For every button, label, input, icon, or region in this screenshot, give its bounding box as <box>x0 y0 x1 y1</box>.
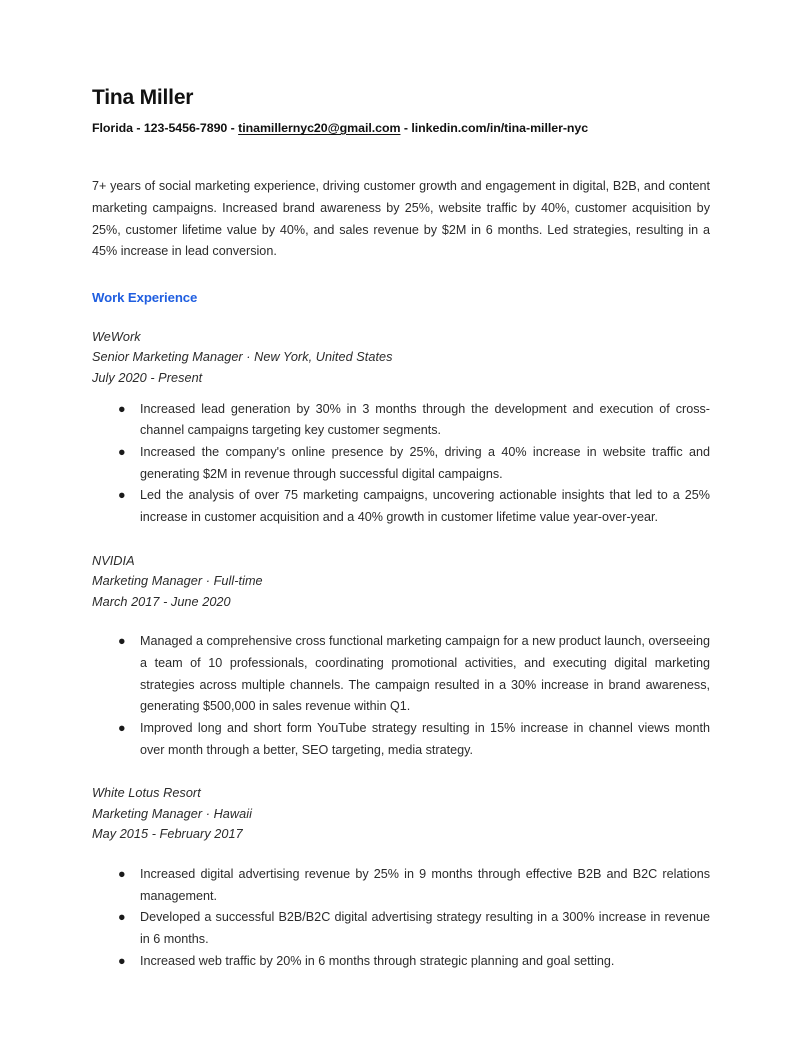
contact-line <box>92 120 710 136</box>
job-dates: March 2017 - June 2020 <box>92 594 231 609</box>
job-bullet-text: Increased lead generation by 30% in 3 months through the development and execution of cross-channel campaigns targeting key customer segments. <box>140 401 710 438</box>
job-bullet-list <box>92 399 710 529</box>
job-bullet-text: Increased digital advertising revenue by 25% in 9 months through effective B2B and B2C relations management. <box>140 866 710 903</box>
contact-location: Florida <box>92 121 133 136</box>
contact-separator-3: - <box>400 121 412 136</box>
job-bullet-list <box>92 631 710 761</box>
job-bullet-text: Managed a comprehensive cross functional marketing campaign for a new product launch, overseeing a team of 10 professionals, coordinating promotional activities, and executing digital marketing strategies across multiple channels. The campaign resulted in a 30% increase in brand awareness, generating $500,000 in sales revenue within Q1. <box>140 634 710 714</box>
job-bullet-list <box>92 864 710 972</box>
job-bullet-text: Increased web traffic by 20% in 6 months through strategic planning and goal setting. <box>140 953 615 968</box>
job-bullet-text: Improved long and short form YouTube strategy resulting in 15% increase in channel views month over month through a better, SEO targeting, media strategy. <box>140 720 710 757</box>
contact-linkedin: linkedin.com/in/tina-miller-nyc <box>411 121 589 136</box>
bullet-icon: ● <box>118 488 126 503</box>
job-company: NVIDIA <box>92 553 135 568</box>
job-entry <box>92 783 710 972</box>
job-bullet <box>92 951 710 973</box>
job-bullet <box>92 718 710 761</box>
job-bullet <box>92 399 710 442</box>
job-role: Senior Marketing Manager · New York, United States <box>92 350 393 365</box>
bullet-icon: ● <box>118 910 126 925</box>
job-entry <box>92 327 710 529</box>
job-bullet-text: Increased the company's online presence by 25%, driving a 40% increase in website traffic and generating $2M in revenue through successful digital campaigns. <box>140 444 710 481</box>
bullet-icon: ● <box>118 720 126 735</box>
job-company: WeWork <box>92 329 141 344</box>
bullet-icon: ● <box>118 401 126 416</box>
job-bullet <box>92 485 710 528</box>
job-role: Marketing Manager · Full-time <box>92 574 263 589</box>
bullet-icon: ● <box>118 866 126 881</box>
job-company: White Lotus Resort <box>92 786 201 801</box>
bullet-icon: ● <box>118 444 126 459</box>
section-title-work-experience: Work Experience <box>92 289 198 305</box>
contact-separator-2: - <box>227 121 239 136</box>
contact-phone: 123-5456-7890 <box>143 121 228 136</box>
bullet-icon: ● <box>118 953 126 968</box>
job-role: Marketing Manager · Hawaii <box>92 806 252 821</box>
job-dates: July 2020 - Present <box>92 371 203 385</box>
job-dates: May 2015 - February 2017 <box>92 827 243 842</box>
resume-header <box>92 86 710 136</box>
resume-content <box>92 86 710 972</box>
candidate-name: Tina Miller <box>92 86 194 109</box>
job-bullet <box>92 631 710 718</box>
job-bullet <box>92 864 710 907</box>
job-bullet <box>92 442 710 485</box>
job-entry <box>92 551 710 762</box>
job-bullet-text: Led the analysis of over 75 marketing campaigns, uncovering actionable insights that led to a 25% increase in customer acquisition and a 40% growth in customer lifetime value year-over-year. <box>140 488 710 524</box>
professional-summary: 7+ years of social marketing experience, driving customer growth and engagement in digital, B2B, and content marketing campaigns. Increased brand awareness by 25%, website traffic by 40%, customer acquisition by 25%, customer lifetime value by 40%, and sales revenue by $2M in 6 months. Led strategies, resulting in a 45% increase in lead conversion. <box>92 179 710 259</box>
contact-email-link[interactable]: tinamillernyc20@gmail.com <box>238 121 401 136</box>
contact-separator-1: - <box>132 121 144 136</box>
job-bullet-text: Developed a successful B2B/B2C digital advertising strategy resulting in a 300% increase in revenue in 6 months. <box>140 910 710 946</box>
bullet-icon: ● <box>118 634 126 649</box>
job-bullet <box>92 907 710 950</box>
